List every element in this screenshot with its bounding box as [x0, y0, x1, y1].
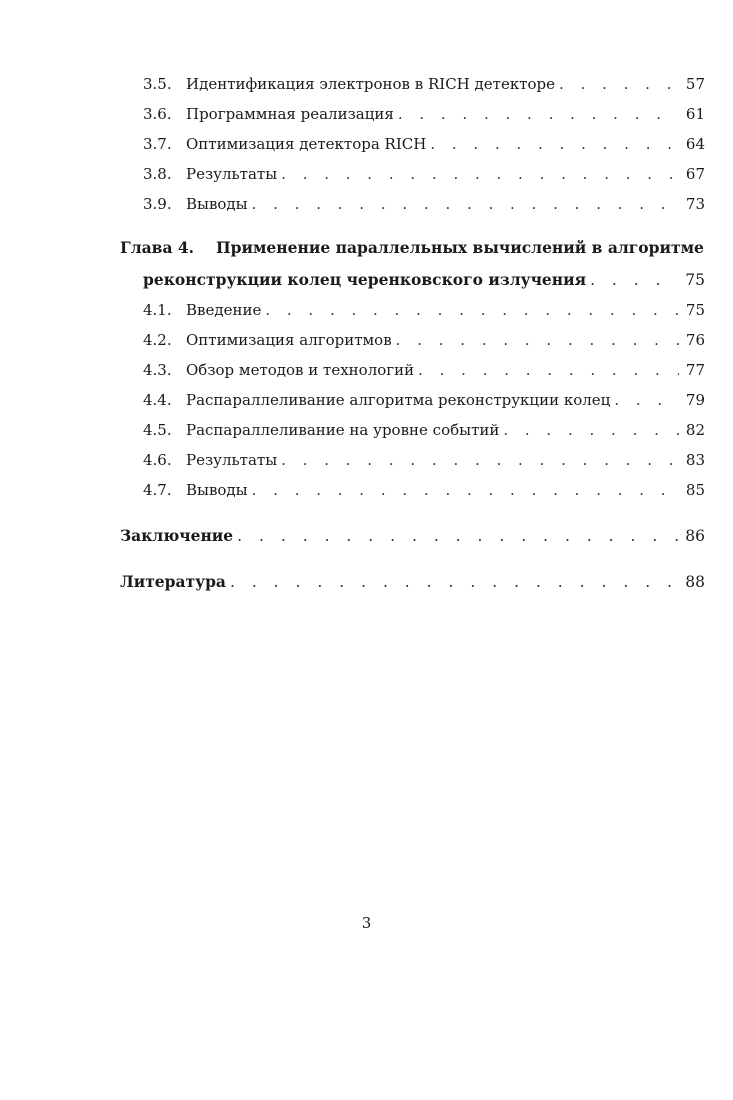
toc-entry-number: 4.1. — [143, 301, 172, 319]
dot-leader — [237, 526, 679, 546]
toc-entry-4-6[interactable] — [143, 450, 705, 470]
chapter-page: 75 — [685, 271, 705, 289]
toc-entry-page: 85 — [685, 481, 705, 499]
dot-leader — [418, 360, 679, 380]
chapter-label: Глава 4. — [120, 238, 195, 257]
toc-entry-4-4[interactable] — [143, 390, 705, 410]
toc-entry-number: 4.6. — [143, 451, 172, 469]
dot-leader — [252, 194, 679, 214]
toc-entry-title: Распараллеливание алгоритма реконструкции колец — [186, 391, 611, 409]
toc-entry-literature[interactable] — [120, 572, 705, 592]
toc-entry-4-1[interactable] — [143, 300, 705, 320]
toc-entry-4-5[interactable] — [143, 420, 705, 440]
chapter-title-line2: реконструкции колец черенковского излучения — [143, 270, 587, 289]
toc-entry-4-7[interactable] — [143, 480, 705, 500]
toc-entry-number: 4.5. — [143, 421, 172, 439]
toc-entry-number: 4.3. — [143, 361, 172, 379]
toc-entry-title: Программная реализация — [186, 105, 394, 123]
toc-entry-page: 57 — [685, 75, 705, 93]
toc-entry-page: 88 — [685, 573, 705, 591]
toc-entry-4-3[interactable] — [143, 360, 705, 380]
toc-entry-3-8[interactable] — [143, 164, 705, 184]
toc-entry-title: Заключение — [120, 526, 234, 545]
toc-entry-title: Литература — [120, 572, 226, 591]
toc-entry-3-5[interactable] — [143, 74, 705, 94]
toc-entry-page: 67 — [685, 165, 705, 183]
dot-leader — [398, 104, 679, 124]
toc-entry-title: Оптимизация алгоритмов — [186, 331, 392, 349]
toc-entry-number: 4.4. — [143, 391, 172, 409]
toc-entry-number: 3.5. — [143, 75, 172, 93]
dot-leader — [396, 330, 679, 350]
page-number: 3 — [361, 914, 372, 932]
toc-entry-page: 64 — [685, 135, 705, 153]
toc-entry-page: 82 — [685, 421, 705, 439]
toc-entry-page: 79 — [685, 391, 705, 409]
toc-entry-title: Результаты — [186, 165, 278, 183]
chapter-title-line1: Применение параллельных вычислений в алгоритме — [216, 238, 704, 257]
dot-leader — [252, 480, 679, 500]
toc-entry-page: 61 — [685, 105, 705, 123]
toc-entry-page: 86 — [685, 527, 705, 545]
toc-entry-title: Введение — [186, 301, 262, 319]
toc-entry-number: 3.7. — [143, 135, 172, 153]
dot-leader — [281, 164, 679, 184]
dot-leader — [281, 450, 679, 470]
toc-entry-title: Выводы — [186, 195, 248, 213]
toc-entry-3-6[interactable] — [143, 104, 705, 124]
toc-entry-title: Результаты — [186, 451, 278, 469]
toc-entry-title: Идентификация электронов в RICH детекторе — [186, 75, 556, 93]
toc-entry-3-9[interactable] — [143, 194, 705, 214]
dot-leader — [559, 74, 679, 94]
toc-entry-conclusion[interactable] — [120, 526, 705, 546]
chapter-4-heading-line2[interactable] — [143, 270, 705, 290]
toc-entry-title: Распараллеливание на уровне событий — [186, 421, 500, 439]
dot-leader — [430, 134, 679, 154]
toc-entry-number: 3.6. — [143, 105, 172, 123]
toc-entry-title: Оптимизация детектора RICH — [186, 135, 427, 153]
dot-leader — [614, 390, 679, 410]
toc-entry-number: 3.9. — [143, 195, 172, 213]
dot-leader — [503, 420, 679, 440]
toc-entry-number: 4.7. — [143, 481, 172, 499]
toc-entry-number: 3.8. — [143, 165, 172, 183]
dot-leader — [590, 270, 679, 290]
toc-entry-page: 83 — [685, 451, 705, 469]
toc-entry-number: 4.2. — [143, 331, 172, 349]
toc-entry-page: 77 — [685, 361, 705, 379]
toc-entry-page: 76 — [685, 331, 705, 349]
toc-entry-title: Выводы — [186, 481, 248, 499]
toc-entry-title: Обзор методов и технологий — [186, 361, 415, 379]
toc-entry-3-7[interactable] — [143, 134, 705, 154]
chapter-4-heading[interactable] — [120, 238, 704, 258]
dot-leader — [265, 300, 679, 320]
dot-leader — [230, 572, 679, 592]
toc-entry-page: 75 — [685, 301, 705, 319]
toc-entry-page: 73 — [685, 195, 705, 213]
toc-entry-4-2[interactable] — [143, 330, 705, 350]
